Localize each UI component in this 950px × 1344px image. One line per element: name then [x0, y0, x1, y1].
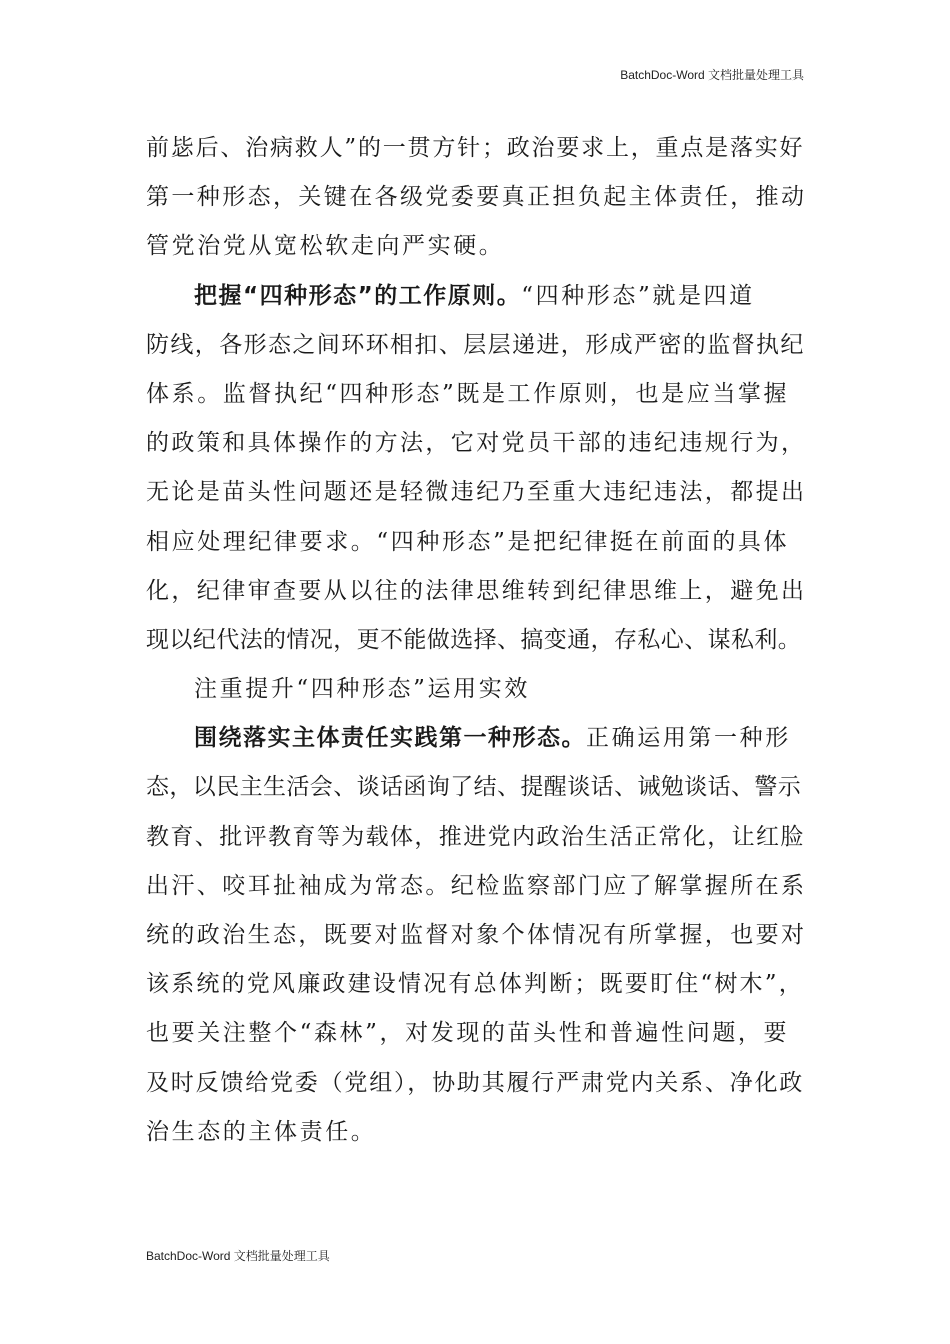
text-line: 的政策和具体操作的方法，它对党员干部的违纪违规行为，: [146, 430, 807, 457]
page-header: BatchDoc-Word 文档批量处理工具: [620, 68, 804, 82]
page-footer: BatchDoc-Word 文档批量处理工具: [146, 1249, 330, 1263]
text-line: 化，纪律审查要从以往的法律思维转到纪律思维上，避免出: [146, 577, 807, 604]
text-line: 相应处理纪律要求。“四种形态”是把纪律挺在前面的具体: [146, 528, 790, 555]
paragraph-heading: 围绕落实主体责任实践第一种形态。: [194, 725, 586, 752]
paragraph-start-line: 把握“四种形态”的工作原则。“四种形态”就是四道: [194, 282, 755, 309]
text-line: 也要关注整个“森林”，对发现的苗头性和普遍性问题，要: [146, 1020, 790, 1047]
text-line: 态，以民主生活会、谈话函询了结、提醒谈话、诫勉谈话、警示: [146, 774, 802, 801]
text-line: 前毖后、治病救人”的一贯方针；政治要求上，重点是落实好: [146, 135, 805, 161]
text-line: 体系。监督执纪“四种形态”既是工作原则，也是应当掌握: [146, 380, 790, 407]
text-line: 教育、批评教育等为载体，推进党内政治生活正常化，让红脸: [146, 823, 805, 850]
paragraph-start-line: 围绕落实主体责任实践第一种形态。正确运用第一种形: [194, 725, 791, 752]
text-line: 该系统的党风廉政建设情况有总体判断；既要盯住“树木”，: [146, 971, 804, 998]
text-line: 出汗、咬耳扯袖成为常态。纪检监察部门应了解掌握所在系: [146, 872, 807, 899]
section-heading: 注重提升“四种形态”运用实效: [194, 676, 530, 703]
document-body: [146, 124, 806, 1157]
text-line: 现以纪代法的情况，更不能做选择、搞变通，存私心、谋私利。: [146, 626, 802, 653]
paragraph-heading: 把握“四种形态”的工作原则。: [194, 282, 522, 309]
text-line: 第一种形态，关键在各级党委要真正担负起主体责任，推动: [146, 184, 807, 211]
text-line: 治生态的主体责任。: [146, 1118, 377, 1145]
text-line: 统的政治生态，既要对监督对象个体情况有所掌握，也要对: [146, 922, 807, 948]
text-line: 无论是苗头性问题还是轻微违纪乃至重大违纪违法，都提出: [146, 479, 807, 506]
text-line: 防线，各形态之间环环相扣、层层递进，形成严密的监督执纪: [146, 331, 805, 358]
text-line: 管党治党从宽松软走向严实硬。: [146, 233, 505, 260]
text-line: 及时反馈给党委（党组），协助其履行严肃党内关系、净化政: [146, 1069, 805, 1096]
